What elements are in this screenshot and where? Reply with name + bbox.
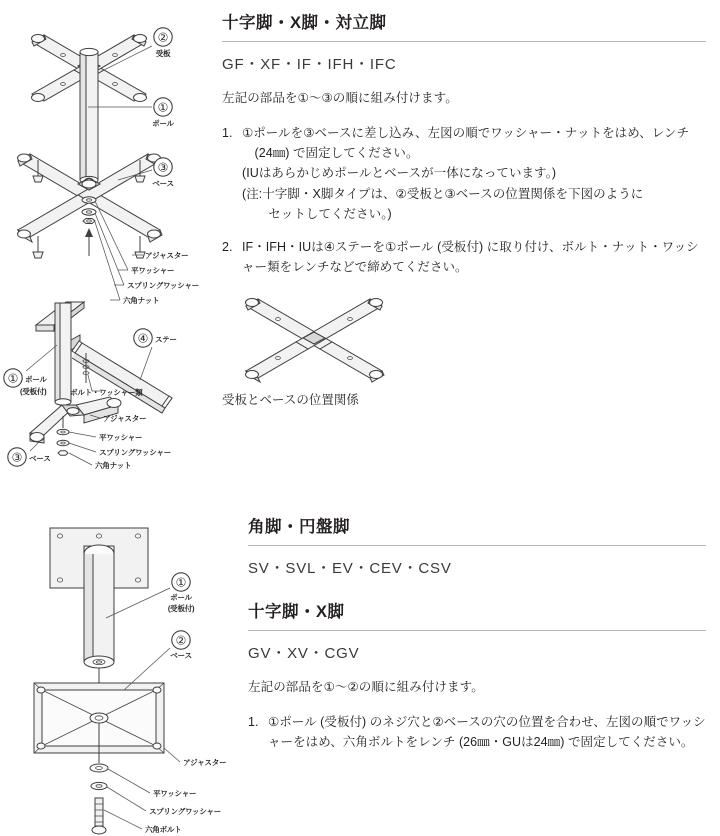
callout-number: ②: [157, 30, 169, 45]
step-number: 1.: [222, 125, 233, 140]
section2-divider-2: [248, 630, 706, 631]
hardware-label: ボルト・ワッシャー類: [70, 388, 143, 397]
step-body: ①ポール (受板付) のネジ穴と②ベースの穴の位置を合わせ、左図の順でワッシャーをはめ、六角ボルトをレンチ (26㎜・GUは24㎜) で固定してください。: [268, 714, 706, 749]
hardware-label: スプリングワッシャー: [149, 807, 221, 816]
step-line: セットしてください。): [268, 206, 392, 221]
callout-label: ステー: [155, 335, 177, 344]
hardware-label: 平ワッシャー: [99, 433, 143, 442]
pole-graphic: [80, 48, 98, 194]
section1-divider: [222, 41, 706, 42]
callout-label: ベース: [170, 651, 192, 660]
hardware-label: 平ワッシャー: [131, 266, 175, 275]
hardware-label: スプリングワッシャー: [127, 281, 199, 290]
diagram-square-leg: [28, 520, 243, 834]
callout-pole: [88, 98, 175, 128]
callout-stay: [134, 329, 177, 380]
section2-lead: 左記の部品を①〜②の順に組み付けます。: [248, 679, 484, 694]
step-body: [242, 123, 706, 224]
section2-divider-1: [248, 545, 706, 546]
section1-heading: 十字脚・X脚・対立脚: [222, 14, 387, 32]
hardware-label: 六角ナット: [95, 461, 132, 470]
x-shape-graphic: [246, 299, 385, 383]
hardware-label: 六角ナット: [123, 296, 160, 305]
callout-label: ベース: [152, 179, 174, 188]
step-line: (注:十字脚・X脚タイプは、②受板と③ベースの位置関係を下図のように: [242, 186, 644, 201]
section1-models: GF・XF・IF・IFH・IFC: [222, 55, 397, 73]
callout-number: ③: [11, 450, 23, 465]
step-item: [222, 237, 706, 278]
hardware-labels: [104, 748, 226, 834]
callout-pole: [4, 345, 57, 396]
step-body: IF・IFH・IUは④ステーを①ポール (受板付) に取り付け、ボルト・ナット・ワッシャー類をレンチなどで締めてください。: [242, 240, 699, 275]
section1-lead: 左記の部品を①〜③の順に組み付けます。: [222, 90, 458, 105]
hardware-label: スプリングワッシャー: [99, 448, 171, 457]
pole-graphic: [84, 545, 114, 683]
hardware-label: 平ワッシャー: [153, 789, 197, 798]
callout-base: [124, 631, 192, 690]
step-item: [222, 123, 706, 224]
callout-number: ①: [157, 100, 169, 115]
section1-steps: [222, 123, 706, 278]
callout-number: ③: [157, 160, 169, 175]
relation-caption: 受板とベースの位置関係: [222, 393, 359, 407]
callout-sublabel: (受板付): [20, 387, 47, 396]
section2-steps: [248, 712, 706, 753]
callout-number: ①: [175, 575, 187, 590]
step-number: 1.: [248, 714, 259, 729]
callout-label: ポール: [152, 119, 174, 128]
callout-sublabel: (受板付): [167, 604, 195, 613]
step-item: [248, 712, 706, 753]
callout-label: ベース: [29, 454, 51, 463]
washer-stack: [57, 416, 69, 455]
section2-models-2: GV・XV・CGV: [248, 644, 360, 662]
section2-text-column: [248, 518, 706, 765]
hardware-label: アジャスター: [103, 414, 147, 423]
step-number: 2.: [222, 240, 233, 255]
section2-models-1: SV・SVL・EV・CEV・CSV: [248, 559, 452, 577]
section2-heading-2: 十字脚・X脚: [248, 602, 345, 621]
section1-text-column: [222, 14, 706, 291]
callout-label: 受板: [155, 49, 171, 58]
hardware-label: 六角ボルト: [145, 825, 182, 834]
diagram-stay-leg: [0, 285, 215, 470]
callout-number: ②: [175, 633, 187, 648]
callout-number: ①: [7, 371, 19, 386]
callout-label: ポール: [25, 375, 47, 384]
section2-heading-1: 角脚・円盤脚: [248, 518, 350, 536]
step-line: ①ポールを③ベースに差し込み、左図の順でワッシャー・ナットをはめ、レンチ (24㎜) で固定してください。: [242, 125, 690, 161]
step-line: (IUはあらかじめポールとベースが一体になっています。): [242, 166, 557, 181]
callout-label: ポール: [170, 593, 192, 602]
callout-number: ④: [137, 331, 149, 346]
hardware-label: アジャスター: [145, 251, 189, 260]
diagram-cross-leg: [0, 8, 215, 305]
hardware-label: アジャスター: [183, 758, 227, 767]
diagram-plate-base-relation: [222, 292, 422, 408]
